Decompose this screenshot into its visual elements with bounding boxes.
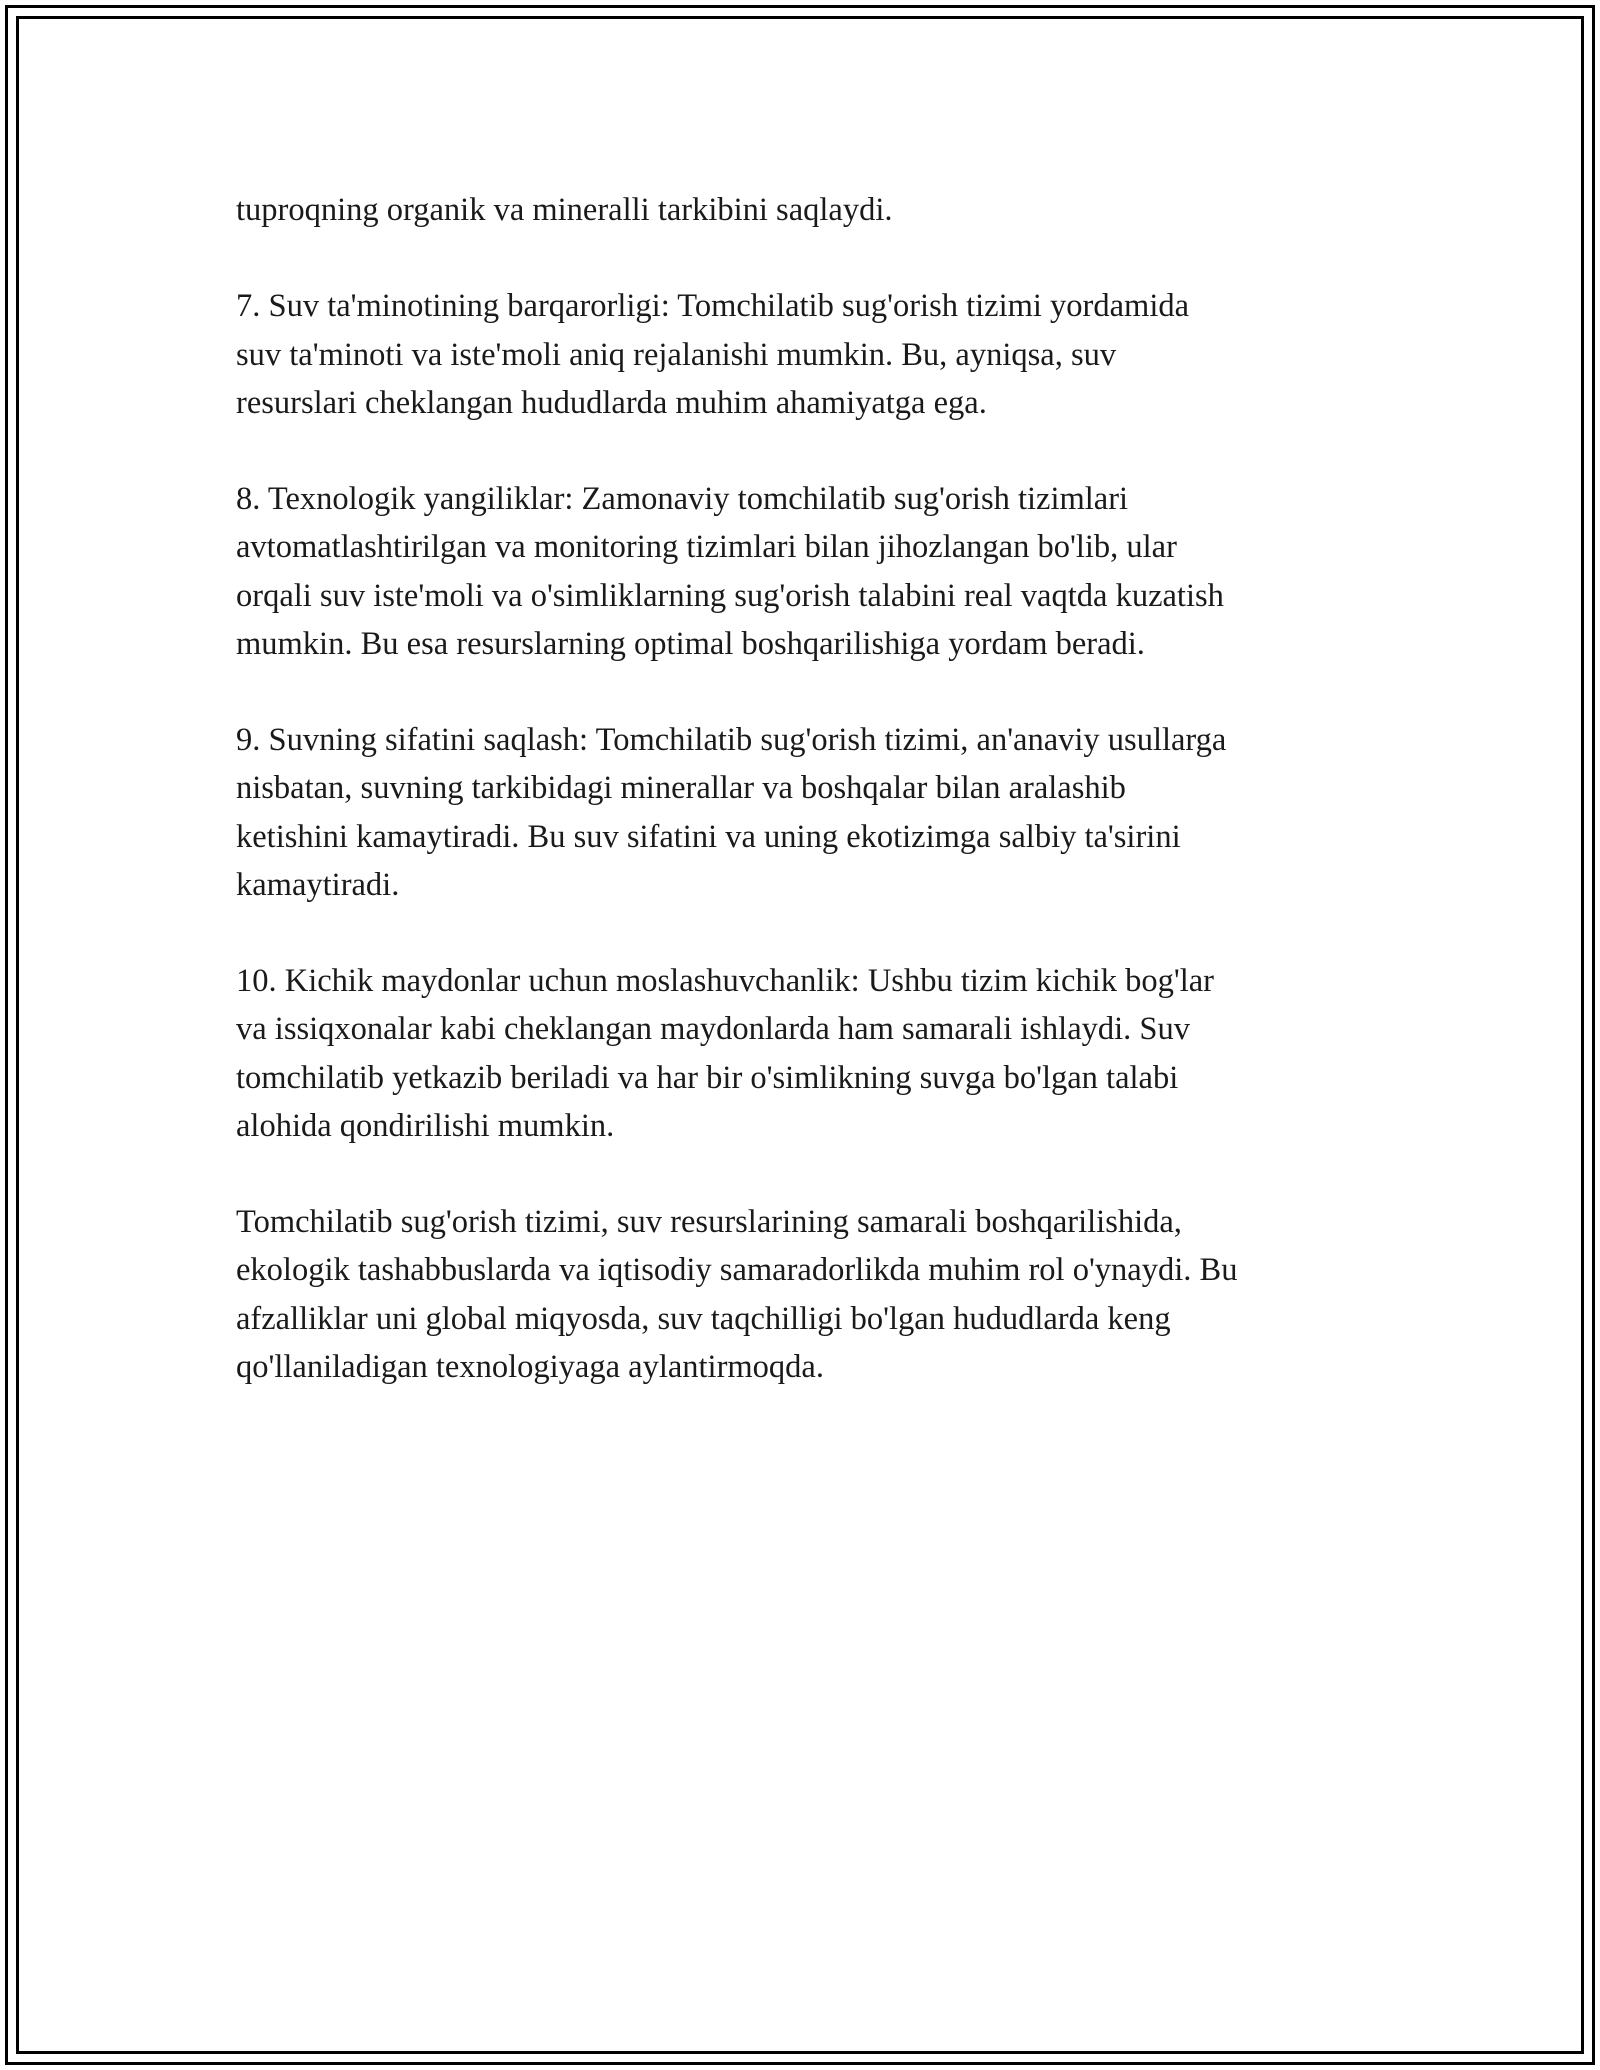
text-line: nisbatan, suvning tarkibidagi minerallar va boshqalar bilan aralashib (236, 770, 1126, 807)
text-line: ekologik tashabbuslarda va iqtisodiy samaradorlikda muhim rol o'ynaydi. Bu (236, 1252, 1238, 1289)
text-line: 9. Suvning sifatini saqlash: Tomchilatib sug'orish tizimi, an'anaviy usullarga (236, 722, 1227, 759)
paragraph-item-8 (236, 475, 1386, 668)
text-line: ketishini kamaytiradi. Bu suv sifatini va uning ekotizimga salbiy ta'sirini (236, 818, 1181, 855)
text-line: afzalliklar uni global miqyosda, suv taqchilligi bo'lgan hududlarda keng (236, 1300, 1171, 1337)
paragraph-continuation (236, 186, 1386, 234)
text-line: suv ta'minoti va iste'moli aniq rejalanishi mumkin. Bu, ayniqsa, suv (236, 336, 1117, 373)
text-line: mumkin. Bu esa resurslarning optimal boshqarilishiga yordam beradi. (236, 625, 1145, 662)
text-line: orqali suv iste'moli va o'simliklarning sug'orish talabini real vaqtda kuzatish (236, 577, 1224, 614)
paragraph-item-10 (236, 957, 1386, 1150)
text-line: kamaytiradi. (236, 866, 400, 903)
text-line: alohida qondirilishi mumkin. (236, 1107, 615, 1144)
text-line: qo'llaniladigan texnologiyaga aylantirmoqda. (236, 1348, 824, 1385)
text-line: 10. Kichik maydonlar uchun moslashuvchanlik: Ushbu tizim kichik bog'lar (236, 963, 1214, 1000)
text-line: tomchilatib yetkazib beriladi va har bir o'simlikning suvga bo'lgan talabi (236, 1059, 1179, 1096)
text-line: resurslari cheklangan hududlarda muhim ahamiyatga ega. (236, 384, 987, 421)
document-body (236, 186, 1386, 1439)
text-line: tuproqning organik va mineralli tarkibini saqlaydi. (236, 192, 893, 228)
text-line: Tomchilatib sug'orish tizimi, suv resurslarining samarali boshqarilishida, (236, 1204, 1182, 1241)
text-line: avtomatlashtirilgan va monitoring tizimlari bilan jihozlangan bo'lib, ular (236, 529, 1177, 566)
paragraph-item-9 (236, 716, 1386, 909)
paragraph-conclusion (236, 1198, 1386, 1391)
paragraph-item-7 (236, 282, 1386, 427)
text-line: 8. Texnologik yangiliklar: Zamonaviy tomchilatib sug'orish tizimlari (236, 481, 1129, 518)
text-line: 7. Suv ta'minotining barqarorligi: Tomchilatib sug'orish tizimi yordamida (236, 288, 1190, 325)
text-line: va issiqxonalar kabi cheklangan maydonlarda ham samarali ishlaydi. Suv (236, 1011, 1190, 1048)
